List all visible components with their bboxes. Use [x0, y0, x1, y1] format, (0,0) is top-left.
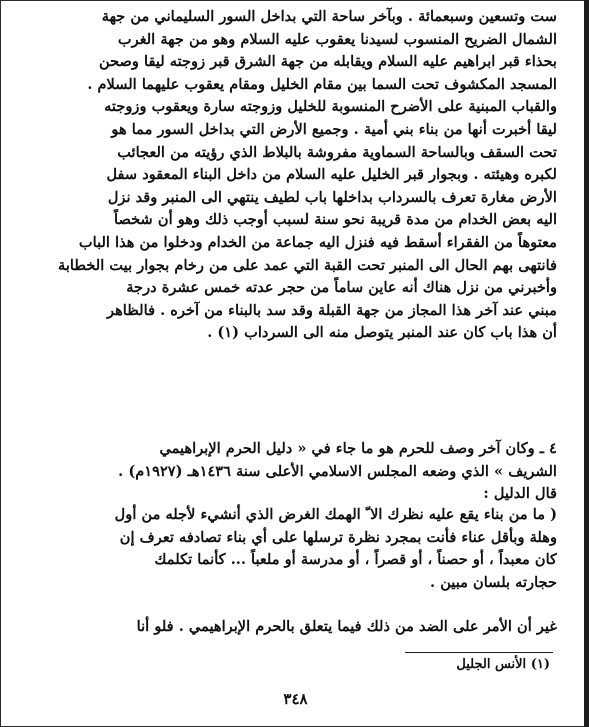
text-line: بحذاء قبر ابراهيم عليه السلام ويقابله من جهة الشرق قبر زوجته ليقا وصحن [98, 53, 557, 71]
text-line: فانتهى بهم الحال الى المنبر تحت القبة التي عمد على من رخام بجوار بيت الخطابة [58, 256, 557, 274]
footnote-divider [405, 652, 553, 653]
text-line: تحت السقف وبالساحة السماوية مفروشة بالبلاط الذي رؤيته من العجائب [117, 143, 557, 161]
section-4-paragraph [39, 438, 557, 506]
footnote: (١) الأنس الجليل [456, 657, 550, 672]
text-line: وأخبرني من نزل هناك أنه عاين ساماً من حجر عدته خمس عشرة درجة [126, 279, 557, 297]
text-line: أن هذا باب كان عند المنبر يتوصل منه الى السرداب (١) . [207, 324, 557, 342]
text-line: معتوهاً من الفقراء أسقط فيه فنزل اليه جماعة من الخدام ودخلوا من هذا الباب [78, 233, 557, 251]
text-line: قال الدليل : [483, 485, 557, 503]
text-line: ليقا أخبرت أنها من بناء بني أمية . وجميع الأرض التي بداخل السور مما هو [111, 120, 557, 138]
text-line: الشمال الضريح المنسوب لسيدنا يعقوب عليه السلام وهو من جهة الغرب [117, 30, 557, 48]
text-line: لكبره وهيئته . وبجوار قبر الخليل عليه السلام من داخل البناء المعقود سفل [106, 166, 557, 184]
text-line: ( ما من بناء يقع عليه نظرك الا ّ الهمك الغرض الذي أنشيء لأجله من أول [114, 506, 557, 523]
text-line: المسجد المكشوف تحت السما بين مقام الخليل ومقام يعقوب عليهما السلام . [87, 75, 557, 93]
page-edge-border [584, 0, 589, 727]
text-line: الشريف » الذي وضعه المجلس الاسلامي الأعلى سنة ١٤٣٦هـ (١٩٢٧م) . [118, 462, 557, 480]
text-line: مبني عند آخر هذا المجاز من جهة القبلة وقد سد بالبناء من آخره . فالظاهر [107, 301, 557, 319]
text-line: ست وتسعين وسبعمائة . وبآخر ساحة التي بداخل السور السليماني من جهة [101, 8, 557, 25]
page-number: ٣٤٨ [283, 690, 308, 708]
text-line: وهلة وبأقل عناء فأنت بمجرد نظرة ترسلها على أي بناء تصادفه تعرف إن [119, 528, 557, 546]
continuation-paragraph [39, 616, 557, 639]
text-line: اليه بعض الخدام من مدة قريبة نحو سنة لسبب أوجب ذلك وهو أن شخصاً [114, 211, 557, 229]
text-line: والقباب المبنية على الأضرح المنسوبة للخليل وزوجته سارة ويعقوب وزوجته [104, 98, 557, 116]
text-line: غير أن الأمر على الضد من ذلك فيما يتعلق بالحرم الإبراهيمي . فلو أنا [136, 618, 557, 635]
text-line: الأرض مغارة تعرف بالسرداب بداخلها باب لطيف ينتهي الى المنبر وقد نزل [107, 188, 557, 206]
text-line: كان معبداً ، أو حصناً ، أو قصراً ، أو مدرسة أو ملعباً ... كأنما تكلمك [154, 551, 557, 569]
text-line: ٤ ـ وكان آخر وصف للحرم هو ما جاء في « دليل الحرم الإبراهيمي [159, 440, 557, 457]
quoted-passage [39, 504, 557, 594]
body-paragraph [39, 6, 557, 345]
text-line: حجارته بلسان مبين . [430, 573, 557, 591]
